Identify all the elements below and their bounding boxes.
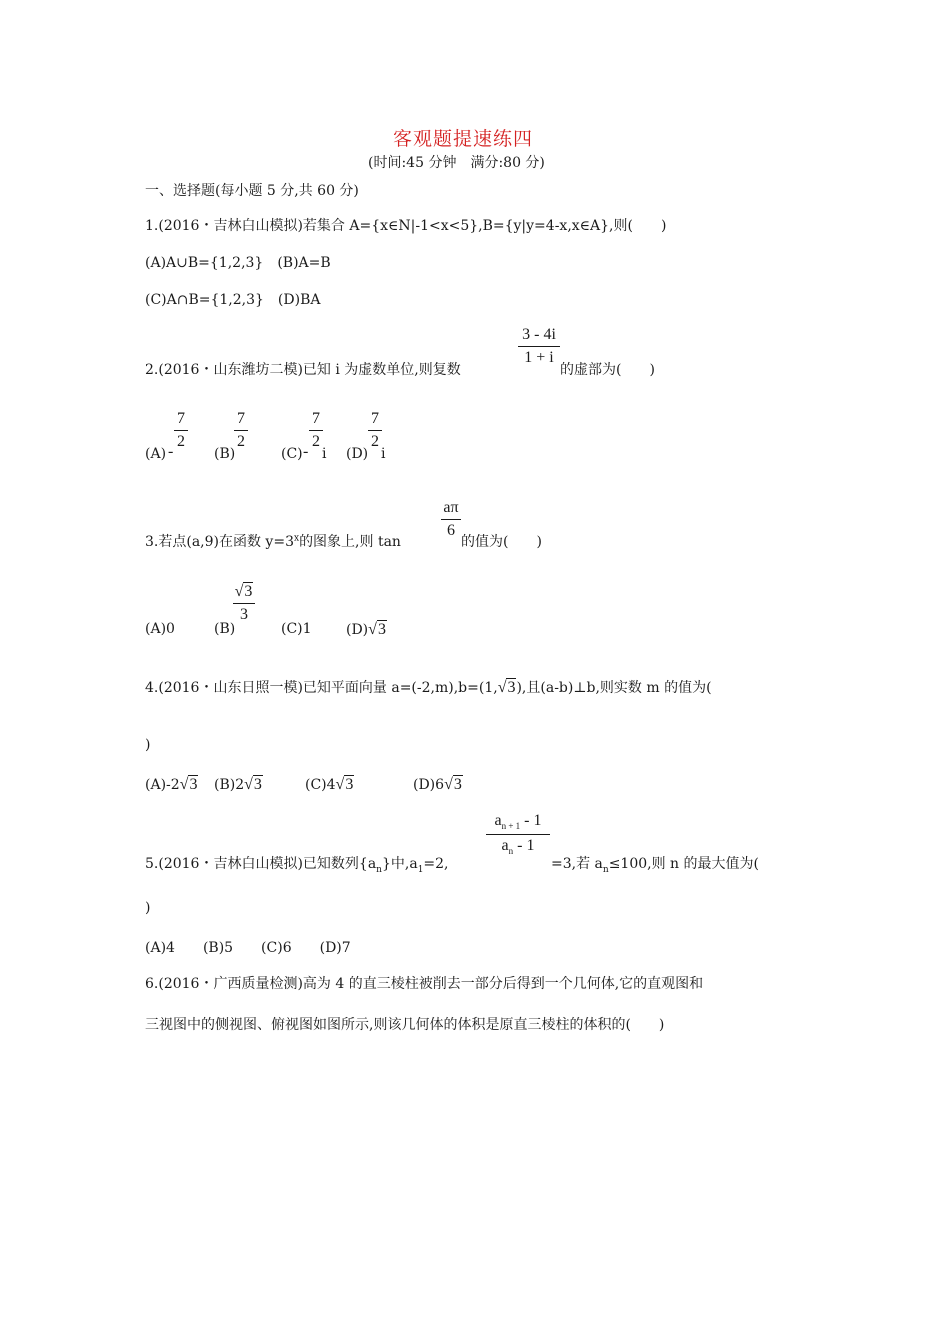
question-4-option-d [413, 776, 463, 794]
numerator-subscript: n + 1 [501, 821, 521, 832]
question-2-option-b-fraction [234, 411, 248, 450]
question-5-stem-mid1: }中,a [381, 856, 418, 872]
radicand: 3 [253, 776, 262, 793]
subscript-n: n [376, 864, 382, 875]
radicand: 3 [244, 583, 253, 600]
question-3-fraction [441, 500, 461, 539]
question-1-options-ab: (A)A∪B={1,2,3} (B)A=B [145, 255, 331, 271]
sqrt-sign: √3 [234, 583, 253, 600]
fraction-denominator [486, 838, 550, 856]
question-5-stem-mid2: =2, [423, 856, 449, 872]
fraction-bar [233, 603, 255, 604]
question-5-options: (A)4 (B)5 (C)6 (D)7 [145, 940, 351, 956]
question-5-stem-after [551, 853, 759, 875]
option-label: (D)6 [413, 777, 445, 793]
denominator-subscript: n [508, 846, 514, 857]
fraction-numerator [233, 584, 255, 600]
question-4-stem-end: ) [145, 737, 151, 753]
question-2-option-c-fraction [309, 411, 323, 450]
fraction-numerator [486, 813, 550, 831]
sqrt-sign: √3 [497, 679, 516, 696]
page-subtitle: (时间:45 分钟 满分:80 分) [368, 155, 545, 171]
numerator-a: a [494, 812, 502, 829]
fraction-numerator: 7 [371, 410, 379, 427]
question-2-option-c-label: (C) [281, 446, 303, 462]
sqrt-sign: √3 [368, 621, 386, 638]
fraction-bar [234, 430, 248, 431]
question-1-options-cd: (C)A∩B={1,2,3} (D)BA [145, 292, 321, 308]
question-3-option-a: (A)0 [145, 621, 175, 637]
question-5-stem-before: 5.(2016・吉林白山模拟)已知数列{a [145, 856, 377, 872]
denominator-tail: - 1 [513, 837, 535, 855]
question-3-option-b-fraction [233, 584, 255, 623]
question-5-stem-after-a: =3,若 a [551, 856, 603, 872]
fraction-bar [174, 430, 188, 431]
question-4-option-a [145, 776, 198, 794]
subscript-1: 1 [417, 864, 424, 875]
sqrt-sign: √3 [335, 776, 354, 793]
fraction-numerator: 7 [237, 410, 245, 427]
fraction-bar [518, 346, 560, 347]
question-1-stem: 1.(2016・吉林白山模拟)若集合 A={x∈N|-1<x<5},B={y|y=4-x,x∈A},则( ) [145, 218, 667, 234]
fraction-numerator: 3 - 4i [522, 326, 556, 343]
fraction-bar [309, 430, 323, 431]
question-3-option-d-label: (D) [346, 622, 369, 638]
fraction-denominator: 3 [240, 606, 248, 623]
radicand: 3 [345, 776, 354, 793]
question-4-stem-before: 4.(2016・山东日照一模)已知平面向量 a=(-2,m),b=(1, [145, 680, 498, 696]
question-3-stem-before: 3.若点(a,9)在函数 y=3 [145, 534, 294, 550]
subscript-n: n [602, 864, 609, 875]
radicand: 3 [507, 679, 516, 696]
question-3-stem [145, 531, 401, 551]
sqrt-sign: √3 [244, 776, 262, 793]
question-6-line-1: 6.(2016・广西质量检测)高为 4 的直三棱柱被削去一部分后得到一个几何体,它的直观图和 [145, 976, 704, 992]
question-2-option-c-minus: - [303, 443, 309, 460]
question-2-option-d-i: i [381, 446, 386, 462]
question-3-option-c: (C)1 [281, 621, 312, 637]
fraction-numerator: aπ [443, 499, 459, 516]
option-label: (A)-2 [145, 777, 180, 793]
question-2-option-a-minus: - [168, 443, 174, 460]
fraction-numerator: 7 [177, 410, 185, 427]
question-3-option-b-label: (B) [214, 621, 236, 637]
radicand: 3 [189, 776, 198, 793]
page-title: 客观题提速练四 [393, 128, 534, 150]
question-4-option-c [305, 776, 354, 794]
numerator-tail: - 1 [520, 812, 542, 829]
fraction-denominator: 1 + i [524, 349, 554, 366]
question-4-stem-after: ),且(a-b)⊥b,则实数 m 的值为( [516, 680, 712, 696]
question-5-stem-end: ) [145, 900, 151, 916]
radicand: 3 [453, 776, 462, 793]
section-heading: 一、选择题(每小题 5 分,共 60 分) [145, 183, 359, 199]
question-6-line-2: 三视图中的侧视图、俯视图如图所示,则该几何体的体积是原直三棱柱的体积的( ) [145, 1017, 665, 1033]
question-5-stem-after-b: ≤100,则 n 的最大值为( [608, 856, 759, 872]
fraction-denominator: 2 [312, 433, 320, 450]
exponent-x: x [293, 533, 300, 544]
question-2-stem-before: 2.(2016・山东潍坊二模)已知 i 为虚数单位,则复数 [145, 362, 461, 378]
fraction-bar [441, 519, 461, 520]
question-3-stem-after: 的值为( ) [461, 534, 542, 550]
question-2-option-b-label: (B) [214, 446, 236, 462]
question-2-option-a-fraction [174, 411, 188, 450]
question-2-option-d-label: (D) [346, 446, 369, 462]
question-2-stem-after: 的虚部为( ) [560, 362, 655, 378]
option-label: (C)4 [305, 777, 336, 793]
question-3-option-d [346, 621, 387, 639]
fraction-bar [368, 430, 382, 431]
fraction-numerator: 7 [312, 410, 320, 427]
sqrt-sign: √3 [444, 776, 462, 793]
question-2-option-c-i: i [322, 446, 327, 462]
question-3-stem-mid: 的图象上,则 tan [299, 534, 401, 550]
question-2-option-a-label: (A) [145, 446, 167, 462]
fraction-denominator: 6 [447, 522, 455, 539]
question-4-option-b [214, 776, 263, 794]
question-2-fraction [518, 327, 560, 366]
denominator-a: a [501, 837, 509, 855]
radicand: 3 [377, 621, 386, 638]
option-label: (B)2 [214, 777, 245, 793]
fraction-bar [486, 834, 550, 835]
question-5-stem [145, 853, 449, 875]
question-5-fraction [486, 813, 550, 856]
fraction-denominator: 2 [371, 433, 379, 450]
question-2-option-d-fraction [368, 411, 382, 450]
sqrt-sign: √3 [179, 776, 198, 793]
fraction-denominator: 2 [237, 433, 245, 450]
question-4-stem [145, 677, 712, 697]
fraction-denominator: 2 [177, 433, 185, 450]
